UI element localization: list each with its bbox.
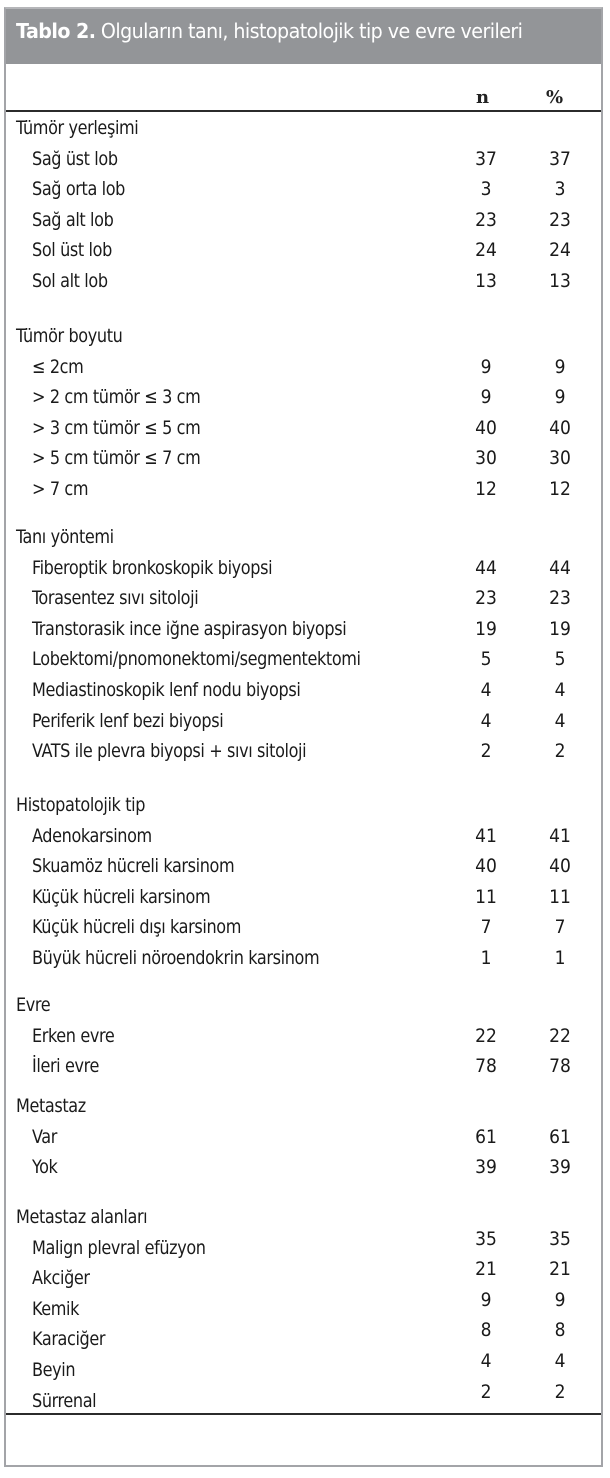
row-n-value: 40 xyxy=(475,416,497,439)
row-label: Kemik xyxy=(32,1297,80,1320)
row-percent-value: 39 xyxy=(549,1156,571,1179)
group-label: Metastaz xyxy=(16,1095,86,1117)
row-label: Sağ alt lob xyxy=(32,208,114,231)
row-percent-value: 23 xyxy=(549,208,571,231)
row-percent-value: 40 xyxy=(549,855,571,878)
row-label: ≤ 2cm xyxy=(32,355,84,378)
table-row xyxy=(6,1319,601,1358)
header-rule xyxy=(6,110,601,112)
row-n-value: 78 xyxy=(475,1055,497,1078)
table-row xyxy=(6,1025,601,1055)
row-n-value: 9 xyxy=(480,355,492,378)
row-label: > 2 cm tümör ≤ 3 cm xyxy=(32,386,201,409)
table-row xyxy=(6,386,601,416)
row-percent-value: 78 xyxy=(549,1055,571,1078)
row-n-value: 22 xyxy=(475,1024,497,1047)
row-label: Büyük hücreli nöroendokrin karsinom xyxy=(32,947,320,969)
row-label: İleri evre xyxy=(32,1055,100,1078)
table-row xyxy=(6,1258,601,1297)
table-row xyxy=(6,478,601,508)
table-row xyxy=(6,740,601,770)
group-label: Tanı yöntemi xyxy=(16,526,114,548)
row-percent-value: 4 xyxy=(554,679,566,701)
row-label: Yok xyxy=(32,1156,58,1179)
row-n-value: 3 xyxy=(480,178,492,201)
row-n-value: 11 xyxy=(475,885,497,908)
row-label: Beyin xyxy=(32,1359,76,1381)
row-label: Sağ üst lob xyxy=(32,147,118,170)
row-label: Periferik lenf bezi biyopsi xyxy=(32,709,224,732)
row-label: Malign plevral efüzyon xyxy=(32,1236,206,1259)
row-percent-value: 12 xyxy=(549,478,571,500)
row-percent-value: 9 xyxy=(554,386,566,409)
group-header-row xyxy=(6,994,601,1024)
row-n-value: 4 xyxy=(480,679,492,701)
table-row xyxy=(6,557,601,587)
row-percent-value: 13 xyxy=(549,270,571,292)
row-n-value: 13 xyxy=(475,270,497,292)
row-percent-value: 7 xyxy=(554,916,566,939)
row-percent-value: 2 xyxy=(554,740,566,763)
row-n-value: 39 xyxy=(475,1156,497,1179)
table-row xyxy=(6,855,601,885)
table-caption: Olguların tanı, histopatolojik tip ve evre verileri xyxy=(95,19,523,43)
row-n-value: 61 xyxy=(475,1125,497,1148)
table-row xyxy=(6,1055,601,1085)
table-frame xyxy=(4,7,603,1467)
group-header-row xyxy=(6,1095,601,1125)
group-label: Evre xyxy=(16,994,51,1016)
row-label: Mediastinoskopik lenf nodu biyopsi xyxy=(32,679,301,701)
row-label: VATS ile plevra biyopsi + sıvı sitoloji xyxy=(32,740,307,763)
row-n-value: 2 xyxy=(480,1380,492,1403)
row-label: Torasentez sıvı sitoloji xyxy=(32,587,199,610)
row-label: Erken evre xyxy=(32,1024,115,1047)
row-percent-value: 3 xyxy=(554,178,566,201)
group-label: Tümör yerleşimi xyxy=(16,117,139,139)
table-row xyxy=(6,1350,601,1389)
table-row xyxy=(6,178,601,208)
group-header-row xyxy=(6,1206,601,1236)
row-n-value: 4 xyxy=(480,1350,492,1372)
table-title xyxy=(16,19,522,43)
row-percent-value: 41 xyxy=(549,824,571,847)
table-number: Tablo 2. xyxy=(16,19,96,43)
row-percent-value: 23 xyxy=(549,587,571,610)
row-label: > 7 cm xyxy=(32,478,89,500)
group-label: Histopatolojik tip xyxy=(16,794,146,816)
row-label: Sağ orta lob xyxy=(32,178,126,201)
row-label: Adenokarsinom xyxy=(32,824,152,847)
row-n-value: 37 xyxy=(475,147,497,170)
group-header-row xyxy=(6,117,601,147)
row-label: Küçük hücreli karsinom xyxy=(32,885,211,908)
table-row xyxy=(6,270,601,300)
row-n-value: 24 xyxy=(475,239,497,262)
row-percent-value: 40 xyxy=(549,416,571,439)
bottom-rule xyxy=(6,1413,601,1415)
row-n-value: 23 xyxy=(475,587,497,610)
row-percent-value: 11 xyxy=(549,885,571,908)
table-row xyxy=(6,1288,601,1328)
row-percent-value: 4 xyxy=(554,1350,566,1372)
group-header-row xyxy=(6,325,601,355)
row-percent-value: 21 xyxy=(549,1258,571,1281)
row-percent-value: 35 xyxy=(549,1227,571,1250)
row-label: Akciğer xyxy=(32,1267,90,1290)
table-row xyxy=(6,587,601,617)
group-label: Metastaz alanları xyxy=(16,1206,148,1228)
row-n-value: 5 xyxy=(480,648,492,671)
row-n-value: 19 xyxy=(475,617,497,640)
row-percent-value: 61 xyxy=(549,1125,571,1148)
row-percent-value: 22 xyxy=(549,1024,571,1047)
row-label: Sürrenal xyxy=(32,1389,97,1412)
row-n-value: 23 xyxy=(475,208,497,231)
row-n-value: 2 xyxy=(480,740,492,763)
table-row xyxy=(6,648,601,678)
table-title-bar xyxy=(6,9,601,64)
table-row xyxy=(6,148,601,178)
table-row xyxy=(6,886,601,916)
group-header-row xyxy=(6,526,601,556)
table-row xyxy=(6,710,601,740)
row-label: Fiberoptik bronkoskopik biyopsi xyxy=(32,556,273,579)
table-row xyxy=(6,209,601,239)
row-n-value: 8 xyxy=(480,1319,492,1342)
table-row xyxy=(6,618,601,648)
row-label: Skuamöz hücreli karsinom xyxy=(32,855,235,878)
row-n-value: 40 xyxy=(475,855,497,878)
row-label: Sol üst lob xyxy=(32,239,112,262)
table-row xyxy=(6,417,601,447)
row-n-value: 41 xyxy=(475,824,497,847)
row-label: Karaciğer xyxy=(32,1328,106,1351)
row-n-value: 12 xyxy=(475,478,497,500)
row-percent-value: 24 xyxy=(549,239,571,262)
table-row xyxy=(6,947,601,977)
row-label: > 5 cm tümör ≤ 7 cm xyxy=(32,447,201,470)
row-percent-value: 9 xyxy=(554,355,566,378)
table-row xyxy=(6,1156,601,1186)
row-n-value: 21 xyxy=(475,1258,497,1281)
table-row xyxy=(6,239,601,269)
column-header-n: n xyxy=(476,87,490,108)
row-label: > 3 cm tümör ≤ 5 cm xyxy=(32,416,201,439)
table-row xyxy=(6,356,601,386)
row-percent-value: 2 xyxy=(554,1380,566,1403)
row-label: Transtorasik ince iğne aspirasyon biyopsi xyxy=(32,617,347,640)
row-n-value: 4 xyxy=(480,709,492,732)
row-n-value: 7 xyxy=(480,916,492,939)
table-row xyxy=(6,1126,601,1156)
table-row xyxy=(6,447,601,477)
row-n-value: 9 xyxy=(480,386,492,409)
row-percent-value: 44 xyxy=(549,556,571,579)
table-row xyxy=(6,679,601,709)
row-n-value: 44 xyxy=(475,556,497,579)
group-header-row xyxy=(6,794,601,824)
table-row xyxy=(6,1227,601,1267)
row-label: Var xyxy=(32,1125,57,1148)
row-percent-value: 30 xyxy=(549,447,571,470)
row-percent-value: 9 xyxy=(554,1288,566,1311)
row-n-value: 30 xyxy=(475,447,497,470)
row-n-value: 35 xyxy=(475,1227,497,1250)
row-label: Küçük hücreli dışı karsinom xyxy=(32,916,242,939)
row-percent-value: 19 xyxy=(549,617,571,640)
row-percent-value: 37 xyxy=(549,147,571,170)
row-percent-value: 1 xyxy=(554,947,566,969)
row-label: Lobektomi/pnomonektomi/segmentektomi xyxy=(32,648,361,671)
table-row xyxy=(6,916,601,946)
row-percent-value: 5 xyxy=(554,648,566,671)
row-n-value: 9 xyxy=(480,1288,492,1311)
table-row xyxy=(6,825,601,855)
row-percent-value: 8 xyxy=(554,1319,566,1342)
row-n-value: 1 xyxy=(480,947,492,969)
row-percent-value: 4 xyxy=(554,709,566,732)
column-header-percent: % xyxy=(546,87,564,108)
group-label: Tümör boyutu xyxy=(16,325,123,347)
row-label: Sol alt lob xyxy=(32,270,108,292)
table-row xyxy=(6,1380,601,1420)
